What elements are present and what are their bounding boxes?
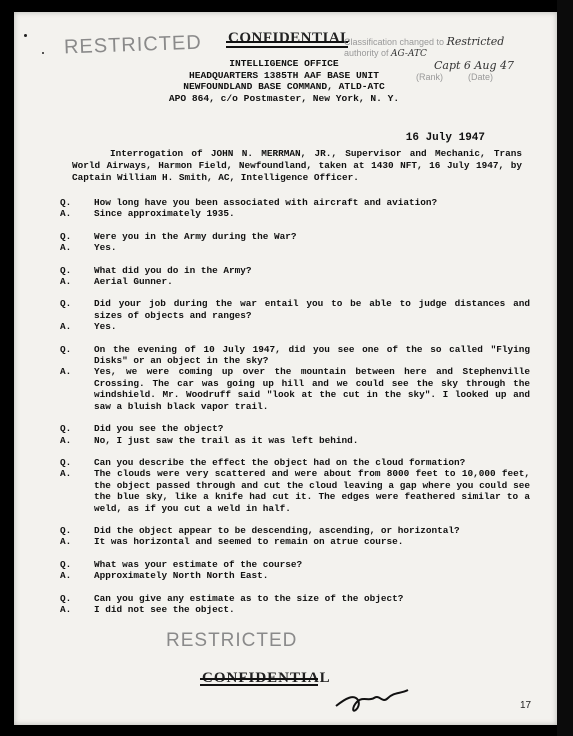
- answer-label: A.: [60, 434, 72, 446]
- strikeout-line-bottom: [200, 678, 318, 680]
- answer-label: A.: [60, 208, 72, 220]
- question-label: Q.: [60, 298, 72, 310]
- qa-pair: [60, 298, 530, 332]
- answer-label: A.: [60, 570, 72, 582]
- document-date: 16 July 1947: [405, 132, 485, 144]
- answer-label: A.: [60, 366, 72, 378]
- question-line: [60, 298, 530, 321]
- strikeout-line-top-2: [226, 46, 348, 48]
- question-label: Q.: [60, 264, 72, 276]
- restricted-stamp-bottom: RESTRICTED: [166, 630, 298, 651]
- restricted-stamp-top: RESTRICTED: [63, 31, 203, 59]
- question-label: Q.: [60, 343, 72, 355]
- question-line: [60, 231, 530, 242]
- letterhead-apo: APO 864, c/o Postmaster, New York, N. Y.: [168, 92, 400, 104]
- qa-pair: [60, 231, 530, 254]
- letterhead-hq: HEADQUARTERS 1385TH AAF BASE UNIT: [189, 69, 379, 81]
- question-line: [60, 265, 530, 276]
- answer-line: [60, 276, 530, 287]
- answer-line: [60, 242, 530, 253]
- interrogation-intro: Interrogation of JOHN N. MERRMAN, JR., Supervisor and Mechanic, Trans World Airways, Harmon Field, Newfoundland, taken at 1430 NFT, 16 July 1947, by Captain William H. Smith, AC, Intelligence Officer.: [72, 148, 522, 183]
- question-text: What was your estimate of the course?: [94, 558, 303, 570]
- letterhead-command: NEWFOUNDLAND BASE COMMAND, ATLD-ATC: [183, 81, 385, 92]
- page-number: 17: [520, 700, 532, 711]
- qa-pair: [60, 457, 530, 514]
- confidential-stamp-top: CONFIDENTIAL: [228, 30, 351, 46]
- answer-text: Yes.: [94, 321, 117, 333]
- answer-line: [60, 536, 530, 547]
- question-line: [60, 197, 530, 208]
- scan-speck: [24, 34, 27, 37]
- answer-label: A.: [60, 468, 72, 480]
- question-line: [60, 457, 530, 468]
- question-text: Did your job during the war entail you to be able to judge distances and sizes of objects and ranges?: [94, 298, 530, 321]
- handwritten-initials: [332, 680, 412, 720]
- question-label: Q.: [60, 456, 72, 468]
- answer-text: Yes.: [94, 242, 117, 254]
- question-label: Q.: [60, 230, 72, 242]
- classification-line2: authority of: [344, 48, 389, 58]
- qa-pair: [60, 423, 530, 446]
- answer-label: A.: [60, 242, 72, 254]
- question-text: How long have you been associated with aircraft and aviation?: [94, 197, 438, 208]
- scan-speck: [42, 52, 44, 54]
- document-page: [14, 12, 557, 725]
- question-line: [60, 344, 530, 367]
- classification-handwritten-restricted: Restricted: [446, 35, 505, 48]
- question-label: Q.: [60, 197, 72, 208]
- answer-line: [60, 604, 530, 615]
- strikeout-line-top: [226, 41, 348, 43]
- classification-handwritten-authority: AG-ATC: [391, 49, 427, 59]
- question-text: What did you do in the Army?: [94, 264, 252, 276]
- question-text: Can you give any estimate as to the size of the object?: [94, 592, 404, 604]
- qa-pair: [60, 559, 530, 582]
- qa-pair: [60, 197, 530, 220]
- scan-border: [557, 0, 573, 736]
- qa-pair: [60, 593, 530, 616]
- qa-pair: [60, 344, 530, 412]
- question-text: Did the object appear to be descending, ascending, or horizontal?: [94, 524, 460, 536]
- question-line: [60, 559, 530, 570]
- answer-label: A.: [60, 321, 72, 333]
- classification-handwritten-rank-date: Capt 6 Aug 47: [434, 59, 514, 72]
- answer-text: Approximately North North East.: [94, 570, 269, 582]
- answer-label: A.: [60, 603, 72, 615]
- qa-pair: [60, 265, 530, 288]
- question-text: Were you in the Army during the War?: [94, 230, 297, 242]
- answer-text: No, I just saw the trail as it was left behind.: [94, 434, 359, 446]
- answer-line: [60, 366, 530, 412]
- question-label: Q.: [60, 524, 72, 536]
- strikeout-line-bottom-2: [200, 684, 318, 686]
- question-text: On the evening of 10 July 1947, did you see one of the so called "Flying Disks" or an object in the sky?: [94, 343, 530, 367]
- answer-line: [60, 435, 530, 446]
- date-label: (Date): [468, 72, 494, 82]
- qa-transcript: [60, 197, 530, 626]
- letterhead: [104, 58, 464, 104]
- question-text: Did you see the object?: [94, 423, 224, 435]
- rank-label: (Rank): [416, 72, 444, 82]
- answer-text: Since approximately 1935.: [94, 208, 235, 220]
- answer-text: It was horizontal and seemed to remain on atrue course.: [94, 536, 404, 548]
- question-text: Can you describe the effect the object had on the cloud formation?: [94, 456, 466, 468]
- answer-label: A.: [60, 536, 72, 548]
- answer-label: A.: [60, 276, 72, 288]
- answer-text: Aerial Gunner.: [94, 276, 173, 288]
- answer-text: I did not see the object.: [94, 603, 235, 615]
- question-label: Q.: [60, 592, 72, 604]
- question-line: [60, 593, 530, 604]
- answer-line: [60, 570, 530, 581]
- answer-text: The clouds were very scattered and were about from 8000 feet to 10,000 feet, the object passed through and cut the cloud leaving a gap where you could see the blue sky, like a knife had cut it. The edges were feathered similar to a weld, as if you cut a weld in half.: [94, 468, 530, 514]
- classification-line1: Classification changed to: [344, 37, 445, 47]
- answer-line: [60, 468, 530, 514]
- answer-text: Yes, we were coming up over the mountain between here and Stephenville Crossing. The car was going up hill and we could see the sky through the windshield. Mr. Woodruff said "look at the cut in the sky". I looked up and saw a bluish black vapor trail.: [94, 366, 530, 412]
- question-label: Q.: [60, 423, 72, 435]
- answer-line: [60, 208, 530, 219]
- question-line: [60, 423, 530, 434]
- confidential-stamp-bottom: CONFIDENTIAL: [202, 670, 331, 686]
- question-label: Q.: [60, 558, 72, 570]
- letterhead-office: INTELLIGENCE OFFICE: [229, 58, 339, 69]
- qa-pair: [60, 525, 530, 548]
- question-line: [60, 525, 530, 536]
- answer-line: [60, 321, 530, 332]
